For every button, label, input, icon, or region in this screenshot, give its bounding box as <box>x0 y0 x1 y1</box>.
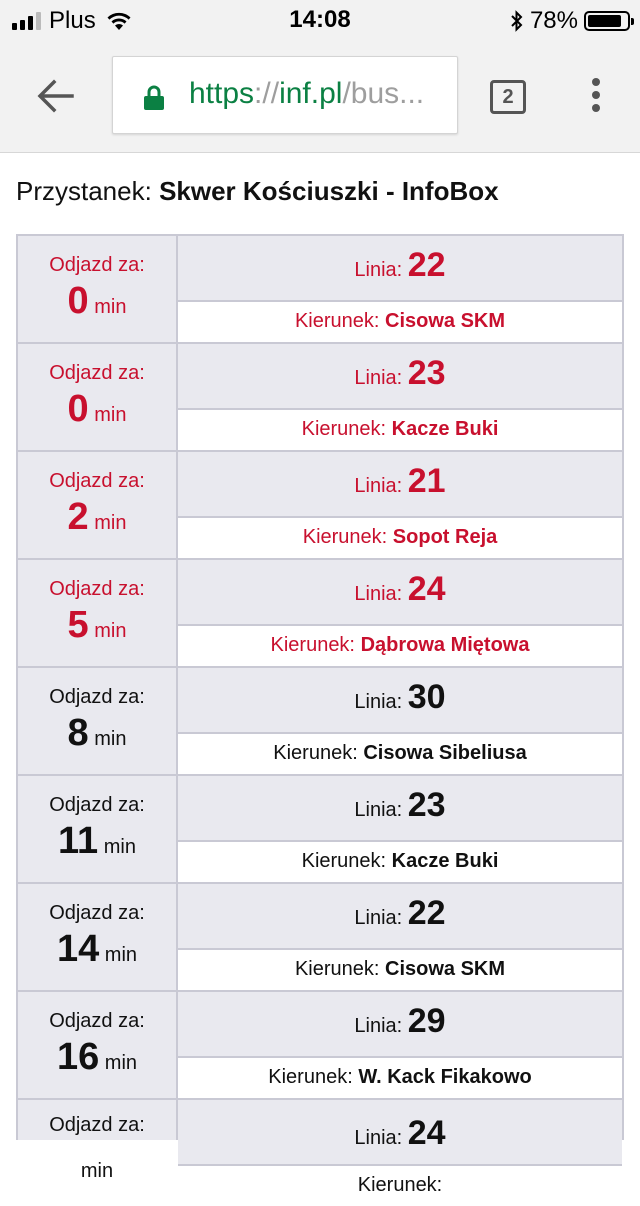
departure-minutes <box>18 1036 176 1079</box>
departure-label: Odjazd za: <box>49 470 145 492</box>
line-number: 30 <box>407 678 446 716</box>
departure-info-cell <box>178 452 624 558</box>
minutes-unit: min <box>94 512 127 534</box>
direction-cell <box>178 840 622 882</box>
departure-label: Odjazd za: <box>49 362 145 384</box>
departure-minutes <box>18 604 176 647</box>
departure-label: Odjazd za: <box>49 794 145 816</box>
departure-minutes <box>18 712 176 755</box>
departure-time-cell <box>16 452 178 558</box>
line-number: 29 <box>407 1002 446 1040</box>
line-label: Linia: <box>354 691 403 713</box>
stop-label: Przystanek: <box>16 176 152 206</box>
direction-label: Kierunek: <box>357 1174 443 1196</box>
departure-row <box>16 1100 624 1196</box>
departure-row <box>16 992 624 1100</box>
departure-label: Odjazd za: <box>49 902 145 924</box>
departure-row <box>16 344 624 452</box>
departure-time-cell <box>16 668 178 774</box>
minutes-unit: min <box>94 296 127 318</box>
line-cell <box>178 452 622 516</box>
line-cell <box>178 884 622 948</box>
direction-label: Kierunek: <box>301 418 387 440</box>
browser-toolbar <box>0 40 640 153</box>
departure-minutes <box>18 388 176 431</box>
lock-icon <box>143 85 165 111</box>
carrier-name: Plus <box>49 7 96 34</box>
direction-name: Kacze Buki <box>391 850 499 872</box>
departure-info-cell <box>178 236 624 342</box>
departure-label: Odjazd za: <box>49 578 145 600</box>
direction-name: Kacze Buki <box>391 418 499 440</box>
url-host: inf.pl <box>279 77 343 110</box>
minutes-value: 0 <box>67 388 89 430</box>
minutes-value: 0 <box>67 280 89 322</box>
direction-label: Kierunek: <box>294 310 380 332</box>
minutes-unit: min <box>94 620 127 642</box>
stop-title <box>16 176 499 207</box>
direction-cell <box>178 1164 622 1206</box>
tab-switcher-button[interactable]: 2 <box>490 80 526 114</box>
line-label: Linia: <box>354 475 403 497</box>
direction-name: Sopot Reja <box>392 526 498 548</box>
minutes-unit: min <box>103 836 136 858</box>
departure-time-cell <box>16 776 178 882</box>
line-cell <box>178 992 622 1056</box>
departures-table <box>16 234 624 1196</box>
url-protocol: https <box>189 77 255 110</box>
departure-info-cell <box>178 668 624 774</box>
departure-row <box>16 560 624 668</box>
status-bar <box>0 0 640 40</box>
line-label: Linia: <box>354 799 403 821</box>
departure-time-cell <box>16 560 178 666</box>
departure-label: Odjazd za: <box>49 254 145 276</box>
battery-percent: 78% <box>529 7 578 34</box>
status-time: 14:08 <box>289 6 351 33</box>
direction-cell <box>178 1056 622 1098</box>
bluetooth-icon <box>510 10 524 32</box>
url-path: /bus... <box>342 77 425 110</box>
status-right <box>510 7 630 35</box>
line-label: Linia: <box>354 907 403 929</box>
departure-row <box>16 452 624 560</box>
minutes-unit: min <box>94 404 127 426</box>
line-label: Linia: <box>354 259 403 281</box>
departure-time-cell <box>16 236 178 342</box>
direction-cell <box>178 732 622 774</box>
departure-minutes <box>18 496 176 539</box>
minutes-value: 14 <box>56 928 100 970</box>
departure-minutes <box>18 280 176 323</box>
departure-time-cell <box>16 344 178 450</box>
departure-time-cell <box>16 992 178 1098</box>
departure-info-cell <box>178 884 624 990</box>
minutes-value: 2 <box>67 496 89 538</box>
departure-minutes <box>18 928 176 971</box>
departure-info-cell <box>178 776 624 882</box>
line-number: 22 <box>407 894 446 932</box>
line-number: 23 <box>407 354 446 392</box>
line-cell <box>178 1100 622 1164</box>
direction-label: Kierunek: <box>301 850 387 872</box>
line-label: Linia: <box>354 1015 403 1037</box>
direction-cell <box>178 624 622 666</box>
line-number: 24 <box>407 570 446 608</box>
departure-time-cell <box>16 1100 178 1182</box>
battery-icon <box>584 11 630 31</box>
line-cell <box>178 776 622 840</box>
line-number: 23 <box>407 786 446 824</box>
direction-label: Kierunek: <box>302 526 388 548</box>
minutes-value: 8 <box>67 712 89 754</box>
line-label: Linia: <box>354 367 403 389</box>
back-arrow-icon[interactable] <box>36 78 76 114</box>
direction-cell <box>178 408 622 450</box>
departure-info-cell <box>178 560 624 666</box>
line-label: Linia: <box>354 583 403 605</box>
direction-label: Kierunek: <box>268 1066 353 1088</box>
departure-label: Odjazd za: <box>49 1114 145 1136</box>
minutes-unit: min <box>94 728 127 750</box>
line-cell <box>178 668 622 732</box>
departure-info-cell <box>178 1100 624 1196</box>
departure-label: Odjazd za: <box>49 1010 145 1032</box>
direction-name: Dąbrowa Miętowa <box>360 634 530 656</box>
departure-label: Odjazd za: <box>49 686 145 708</box>
direction-label: Kierunek: <box>270 634 355 656</box>
departure-row <box>16 668 624 776</box>
minutes-unit: min <box>104 1052 138 1074</box>
direction-cell <box>178 300 622 342</box>
url-text[interactable] <box>189 77 447 111</box>
overflow-menu-icon[interactable] <box>586 78 606 118</box>
line-number: 21 <box>407 462 446 500</box>
direction-cell <box>178 516 622 558</box>
direction-cell <box>178 948 622 990</box>
line-number: 22 <box>407 246 446 284</box>
line-cell <box>178 236 622 300</box>
departure-info-cell <box>178 992 624 1098</box>
minutes-value: 16 <box>56 1036 100 1078</box>
direction-name: Cisowa SKM <box>385 310 506 332</box>
departure-info-cell <box>178 344 624 450</box>
departure-row <box>16 776 624 884</box>
line-cell <box>178 344 622 408</box>
minutes-value: 5 <box>67 604 89 646</box>
direction-label: Kierunek: <box>273 742 358 764</box>
address-bar[interactable] <box>112 56 458 134</box>
direction-name: W. Kack Fikakowo <box>358 1066 532 1088</box>
departure-minutes <box>18 1144 176 1187</box>
minutes-value: 11 <box>58 820 99 862</box>
departure-row <box>16 884 624 992</box>
url-separator: :// <box>254 77 280 110</box>
departure-row <box>16 236 624 344</box>
direction-label: Kierunek: <box>294 958 380 980</box>
direction-name: Cisowa SKM <box>385 958 506 980</box>
direction-name: Cisowa Sibeliusa <box>363 742 527 764</box>
stop-name: Skwer Kościuszki - InfoBox <box>159 176 499 206</box>
minutes-unit: min <box>104 944 138 966</box>
departure-minutes <box>18 820 176 863</box>
line-label: Linia: <box>354 1127 403 1149</box>
departure-time-cell <box>16 884 178 990</box>
minutes-unit: min <box>80 1160 114 1182</box>
line-cell <box>178 560 622 624</box>
line-number: 24 <box>407 1114 446 1152</box>
